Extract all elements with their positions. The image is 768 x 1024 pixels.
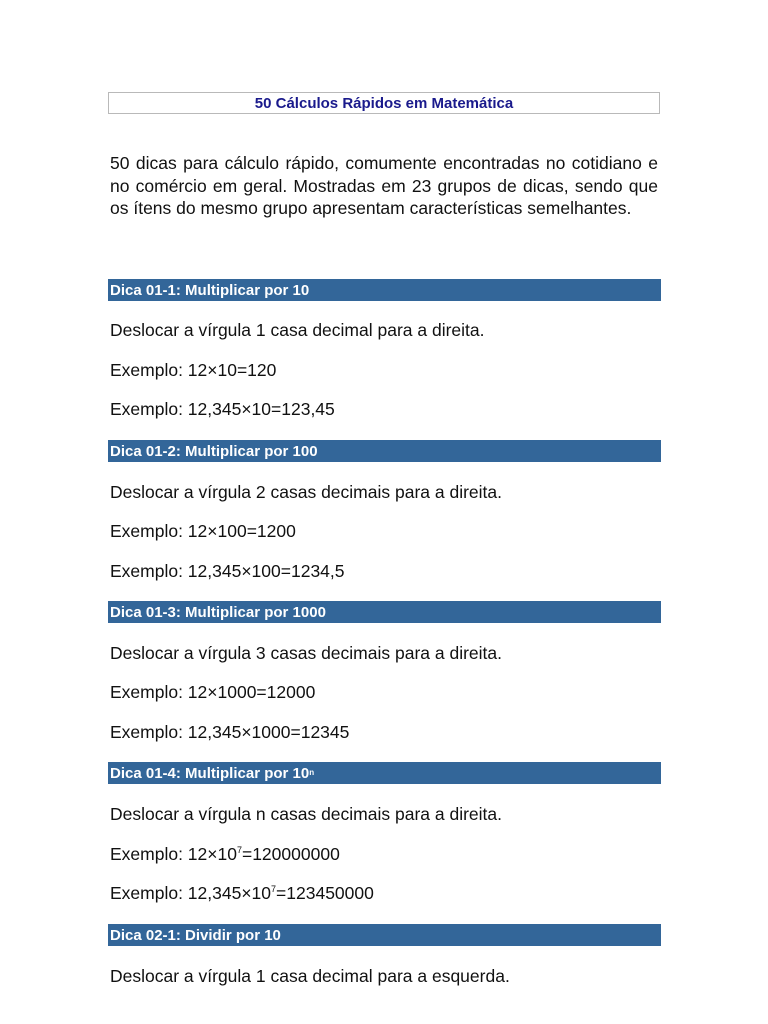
tip-example: Exemplo: 12×10=120	[110, 360, 277, 380]
intro-paragraph: 50 dicas para cálculo rápido, comumente encontradas no cotidiano e no comércio em geral. Mostradas em 23 grupos de dicas, sendo que os ítens do mesmo grupo apresentam características semelhantes.	[110, 153, 658, 218]
example-exponent: 7	[236, 845, 242, 856]
tip-heading-text: Dica 02-1: Dividir por 10	[110, 926, 281, 944]
tip-heading-text: Dica 01-4: Multiplicar por 10	[110, 764, 310, 782]
tip-heading-text: Dica 01-1: Multiplicar por 10	[110, 281, 310, 299]
tip-heading	[108, 440, 661, 462]
example-text: Exemplo: 12×10	[110, 844, 237, 864]
tip-example: Exemplo: 12,345×100=1234,5	[110, 561, 345, 581]
tip-example	[110, 883, 374, 904]
tip-heading: Dica 01-4: Multiplicar por 10 n	[108, 762, 661, 784]
example-text: Exemplo: 12,345×10	[110, 883, 272, 903]
example-exponent: 7	[271, 884, 277, 895]
document-title	[108, 92, 660, 114]
tip-example: Exemplo: 12×1000=12000	[110, 682, 316, 702]
tip-heading-text: Dica 01-3: Multiplicar por 1000	[110, 603, 326, 621]
tip-example: Exemplo: 12×100=1200	[110, 521, 296, 541]
tip-heading	[108, 279, 661, 301]
example-result: =123450000	[276, 883, 374, 903]
tip-rule: Deslocar a vírgula 2 casas decimais para a direita.	[110, 482, 502, 502]
tip-example: Exemplo: 12,345×10=123,45	[110, 399, 335, 419]
tip-rule: Deslocar a vírgula n casas decimais para a direita.	[110, 804, 502, 824]
tip-rule: Deslocar a vírgula 1 casa decimal para a esquerda.	[110, 966, 510, 986]
tip-rule: Deslocar a vírgula 3 casas decimais para a direita.	[110, 643, 502, 663]
tip-example	[110, 844, 340, 865]
tip-heading	[108, 601, 661, 623]
tip-heading-text: Dica 01-2: Multiplicar por 100	[110, 442, 318, 460]
document-title-text: 50 Cálculos Rápidos em Matemática	[254, 94, 514, 112]
tip-example: Exemplo: 12,345×1000=12345	[110, 722, 350, 742]
example-result: =120000000	[241, 844, 340, 864]
tip-rule: Deslocar a vírgula 1 casa decimal para a direita.	[110, 320, 485, 340]
tip-heading	[108, 924, 661, 946]
